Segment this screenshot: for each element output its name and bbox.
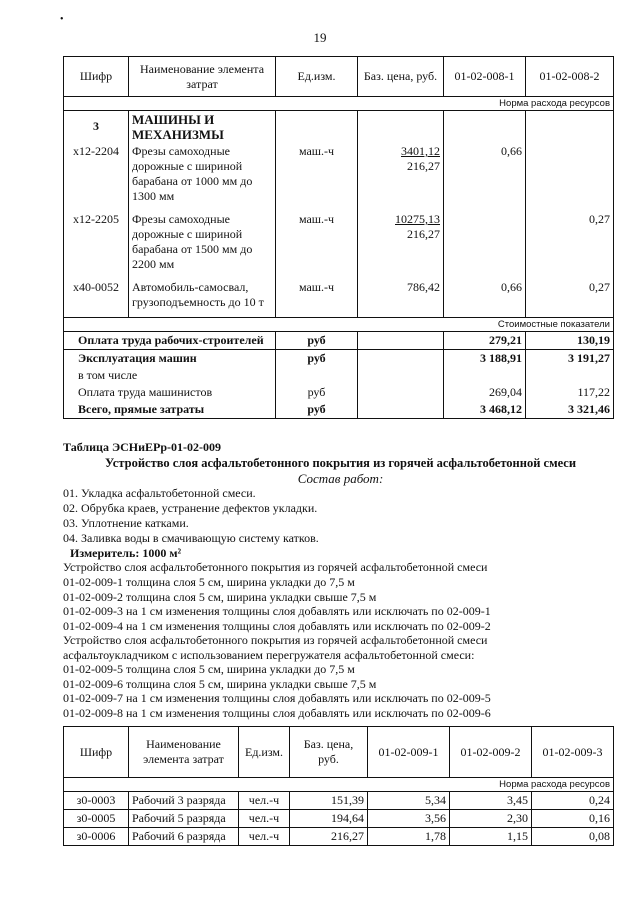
table-title: Устройство слоя асфальтобетонного покрытия из горячей асфальтобетонной смеси	[104, 456, 577, 470]
row-unit: чел.-ч	[239, 828, 290, 846]
row-value-3: 0,24	[532, 792, 614, 810]
cost-unit: руб	[276, 401, 358, 419]
row-value-2	[526, 143, 614, 211]
row-value-2: 0,27	[526, 211, 614, 279]
cost-name: Эксплуатация машин	[64, 349, 276, 367]
header-price: Баз. цена, руб.	[358, 57, 444, 97]
header-col1: 01-02-008-1	[444, 57, 526, 97]
row-value-2: 1,15	[450, 828, 532, 846]
resource-table-009	[63, 726, 614, 846]
row-value-2: 3,45	[450, 792, 532, 810]
row-value-1: 1,78	[368, 828, 450, 846]
row-unit: маш.-ч	[276, 279, 358, 317]
row-value-1: 0,66	[444, 279, 526, 317]
row-code: х12-2204	[64, 143, 129, 211]
row-unit: чел.-ч	[239, 792, 290, 810]
norm-label: Норма расхода ресурсов	[64, 97, 614, 111]
desc-line: 01-02-009-6 толщина слоя 5 см, ширина укладки свыше 7,5 м	[63, 677, 377, 691]
row-unit: маш.-ч	[276, 143, 358, 211]
row-unit: маш.-ч	[276, 211, 358, 279]
resource-table-008	[63, 56, 614, 419]
header-col1: 01-02-009-1	[368, 727, 450, 778]
cost-value-1: 269,04	[444, 384, 526, 401]
row-price: 3401,12 216,27	[358, 143, 444, 211]
cost-unit: руб	[276, 349, 358, 367]
cost-value-2: 3 191,27	[526, 349, 614, 367]
row-unit: чел.-ч	[239, 810, 290, 828]
desc-line: 01-02-009-7 на 1 см изменения толщины слоя добавлять или исключать по 02-009-5	[63, 691, 491, 705]
cost-value-1: 3 468,12	[444, 401, 526, 419]
work-item: 02. Обрубка краев, устранение дефектов укладки.	[63, 501, 318, 515]
scan-mark: •	[60, 14, 64, 25]
row-name: Автомобиль-самосвал, грузоподъемность до 10 т	[129, 279, 276, 317]
cost-name: Оплата труда машинистов	[64, 384, 276, 401]
cost-name: Всего, прямые затраты	[64, 401, 276, 419]
desc-line: 01-02-009-2 толщина слоя 5 см, ширина укладки свыше 7,5 м	[63, 590, 377, 604]
row-name: Рабочий 3 разряда	[129, 792, 239, 810]
row-price: 786,42	[358, 279, 444, 317]
header-code: Шифр	[64, 57, 129, 97]
row-code: х12-2205	[64, 211, 129, 279]
work-item: 04. Заливка воды в смачивающую систему катков.	[63, 531, 319, 545]
work-item: 01. Укладка асфальтобетонной смеси.	[63, 486, 256, 500]
row-price: 194,64	[290, 810, 368, 828]
header-unit: Ед.изм.	[239, 727, 290, 778]
row-name: Фрезы самоходные дорожные с шириной барабана от 1500 мм до 2200 мм	[129, 211, 276, 279]
header-code: Шифр	[64, 727, 129, 778]
row-name: Фрезы самоходные дорожные с шириной барабана от 1000 мм до 1300 мм	[129, 143, 276, 211]
page-number: 19	[313, 30, 327, 45]
header-col2: 01-02-008-2	[526, 57, 614, 97]
desc-line: 01-02-009-4 на 1 см изменения толщины слоя добавлять или исключать по 02-009-2	[63, 619, 491, 633]
composition-label: Состав работ:	[297, 471, 384, 486]
row-value-1	[444, 211, 526, 279]
row-value-1: 3,56	[368, 810, 450, 828]
row-value-2: 2,30	[450, 810, 532, 828]
desc-line: Устройство слоя асфальтобетонного покрытия из горячей асфальтобетонной смеси	[63, 560, 488, 574]
desc-line: асфальтоукладчиком с использованием перегружателя асфальтобетонной смеси:	[63, 648, 475, 662]
table-id: Таблица ЭСНиЕРр-01-02-009	[63, 440, 222, 454]
meter: Измеритель: 1000 м²	[70, 546, 182, 560]
header-price: Баз. цена, руб.	[290, 727, 368, 778]
cost-value-2: 130,19	[526, 331, 614, 349]
desc-line: 01-02-009-1 толщина слоя 5 см, ширина укладки до 7,5 м	[63, 575, 355, 589]
cost-value-2: 117,22	[526, 384, 614, 401]
header-col2: 01-02-009-2	[450, 727, 532, 778]
cost-unit: руб	[276, 331, 358, 349]
header-name: Наименование элемента затрат	[129, 57, 276, 97]
row-code: з0-0005	[64, 810, 129, 828]
cost-name: в том числе	[64, 367, 276, 384]
row-value-1: 5,34	[368, 792, 450, 810]
desc-line: 01-02-009-8 на 1 см изменения толщины слоя добавлять или исключать по 02-009-6	[63, 706, 491, 720]
row-value-2: 0,27	[526, 279, 614, 317]
header-unit: Ед.изм.	[276, 57, 358, 97]
row-price: 151,39	[290, 792, 368, 810]
cost-unit: руб	[276, 384, 358, 401]
row-value-1: 0,66	[444, 143, 526, 211]
header-col3: 01-02-009-3	[532, 727, 614, 778]
row-code: з0-0003	[64, 792, 129, 810]
cost-label: Стоимостные показатели	[64, 317, 614, 331]
row-price: 216,27	[290, 828, 368, 846]
row-value-3: 0,08	[532, 828, 614, 846]
section-number: 3	[64, 111, 129, 144]
row-code: з0-0006	[64, 828, 129, 846]
cost-value-1: 3 188,91	[444, 349, 526, 367]
row-name: Рабочий 6 разряда	[129, 828, 239, 846]
row-price: 10275,13 216,27	[358, 211, 444, 279]
header-name: Наименование элемента затрат	[129, 727, 239, 778]
row-value-3: 0,16	[532, 810, 614, 828]
desc-line: 01-02-009-5 толщина слоя 5 см, ширина укладки до 7,5 м	[63, 662, 355, 676]
row-code: х40-0052	[64, 279, 129, 317]
cost-value-1: 279,21	[444, 331, 526, 349]
norm-label: Норма расхода ресурсов	[64, 778, 614, 792]
cost-value-2: 3 321,46	[526, 401, 614, 419]
section-title: МАШИНЫ И МЕХАНИЗМЫ	[129, 111, 276, 144]
work-item: 03. Уплотнение катками.	[63, 516, 189, 530]
cost-name: Оплата труда рабочих-строителей	[64, 331, 276, 349]
desc-line: Устройство слоя асфальтобетонного покрытия из горячей асфальтобетонной смеси	[63, 633, 488, 647]
row-name: Рабочий 5 разряда	[129, 810, 239, 828]
desc-line: 01-02-009-3 на 1 см изменения толщины слоя добавлять или исключать по 02-009-1	[63, 604, 491, 618]
